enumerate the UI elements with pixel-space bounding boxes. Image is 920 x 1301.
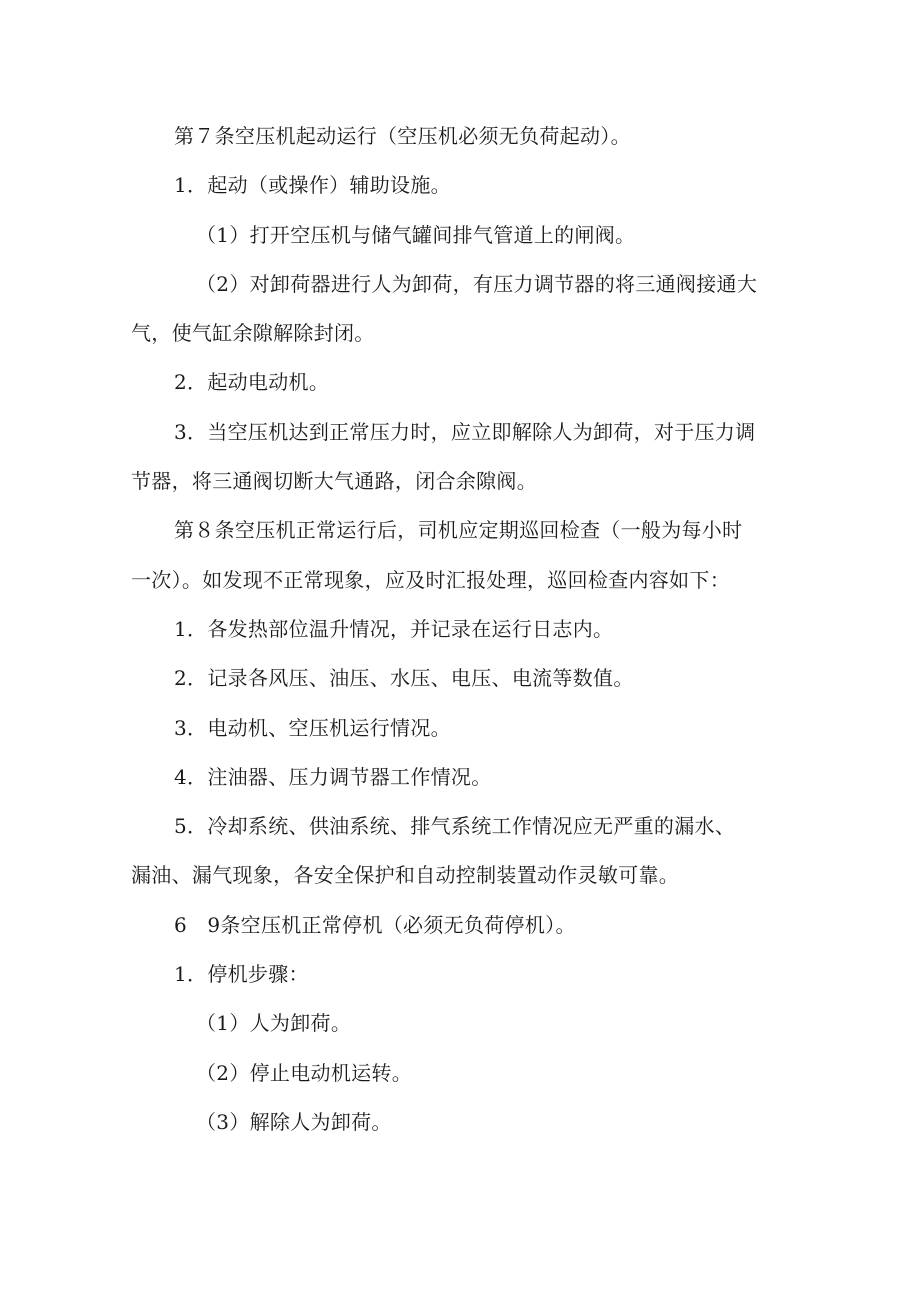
text-line: （3）解除人为卸荷。 bbox=[196, 1109, 392, 1134]
text-line: （1）人为卸荷。 bbox=[196, 1011, 352, 1036]
text-line: （2）停止电动机运转。 bbox=[196, 1060, 413, 1085]
text-line: 5．冷却系统、供油系统、排气系统工作情况应无严重的漏水、 bbox=[174, 814, 736, 839]
text-line: 漏油、漏气现象，各安全保护和自动控制装置动作灵敏可靠。 bbox=[131, 863, 680, 888]
text-line: 第７条空压机起动运行（空压机必须无负荷起动）。 bbox=[174, 124, 631, 148]
text-line: 4．注油器、压力调节器工作情况。 bbox=[174, 764, 492, 789]
text-line: 2．记录各风压、油压、水压、电压、电流等数值。 bbox=[174, 666, 634, 691]
text-line: 节器，将三通阀切断大气通路，闭合余隙阀。 bbox=[131, 469, 537, 494]
text-line: （2）对卸荷器进行人为卸荷，有压力调节器的将三通阀接通大 bbox=[196, 271, 758, 296]
text-line: 3．当空压机达到正常压力时，应立即解除人为卸荷，对于压力调 bbox=[174, 419, 756, 444]
document-body bbox=[131, 112, 791, 1147]
text-line: 2．起动电动机。 bbox=[174, 370, 330, 395]
text-line: 1．起动（或操作）辅助设施。 bbox=[174, 173, 451, 198]
text-line: （1）打开空压机与储气罐间排气管道上的闸阀。 bbox=[196, 222, 636, 247]
text-line: 一次）。如发现不正常现象，应及时汇报处理，巡回检查内容如下： bbox=[131, 567, 730, 592]
text-line: 第８条空压机正常运行后，司机应定期巡回检查（一般为每小时 bbox=[174, 518, 743, 543]
text-line: 1．停机步骤： bbox=[174, 962, 309, 987]
text-line: 1．各发热部位温升情况，并记录在运行日志内。 bbox=[174, 616, 614, 641]
text-line: 气，使气缸余隙解除封闭。 bbox=[131, 321, 375, 346]
text-line: 3．电动机、空压机运行情况。 bbox=[174, 715, 451, 740]
text-line: 6 9条空压机正常停机（必须无负荷停机）。 bbox=[174, 912, 576, 937]
